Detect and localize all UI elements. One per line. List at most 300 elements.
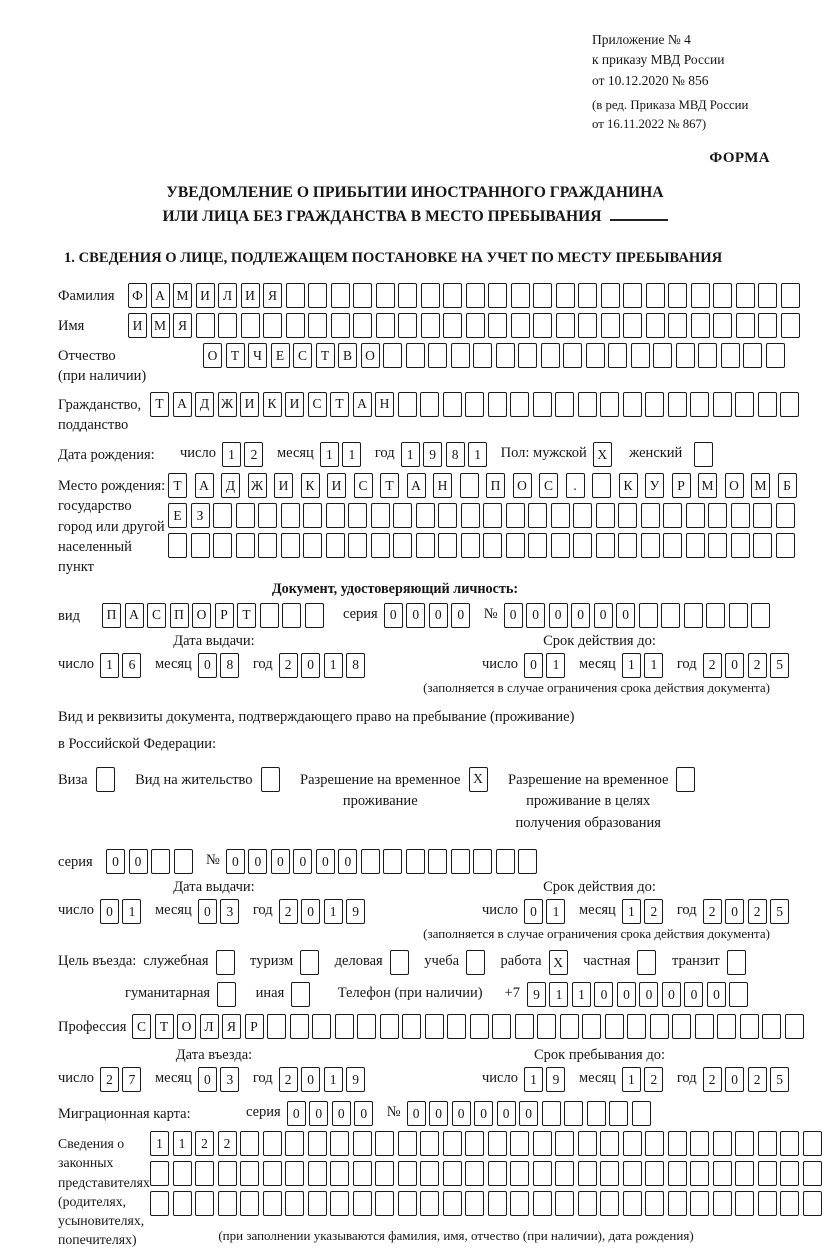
- char-cell[interactable]: [758, 392, 777, 417]
- char-cell[interactable]: 0: [662, 982, 681, 1007]
- char-cell[interactable]: [663, 533, 682, 558]
- char-cell[interactable]: [641, 503, 660, 528]
- char-cell[interactable]: [533, 1191, 552, 1216]
- char-cell[interactable]: 1: [572, 982, 591, 1007]
- char-cell[interactable]: [451, 849, 470, 874]
- char-cell[interactable]: 1: [324, 899, 343, 924]
- char-cell[interactable]: 9: [346, 1067, 365, 1092]
- char-cell[interactable]: Т: [155, 1014, 174, 1039]
- char-cell[interactable]: 0: [429, 603, 448, 628]
- char-cell[interactable]: 0: [293, 849, 312, 874]
- char-cell[interactable]: [713, 1191, 732, 1216]
- char-cell[interactable]: [290, 1014, 309, 1039]
- char-cell[interactable]: 1: [644, 653, 663, 678]
- char-cell[interactable]: [416, 503, 435, 528]
- char-cell[interactable]: 0: [451, 603, 470, 628]
- char-cell[interactable]: 2: [748, 899, 767, 924]
- char-cell[interactable]: [438, 503, 457, 528]
- char-cell[interactable]: X: [593, 442, 612, 467]
- char-cell[interactable]: 2: [748, 1067, 767, 1092]
- char-cell[interactable]: [390, 950, 409, 975]
- char-cell[interactable]: [425, 1014, 444, 1039]
- char-cell[interactable]: [510, 392, 529, 417]
- char-cell[interactable]: [151, 849, 170, 874]
- char-cell[interactable]: [736, 313, 755, 338]
- char-cell[interactable]: 5: [770, 653, 789, 678]
- char-cell[interactable]: [465, 1191, 484, 1216]
- char-cell[interactable]: И: [274, 473, 293, 498]
- char-cell[interactable]: [785, 1014, 804, 1039]
- char-cell[interactable]: [781, 283, 800, 308]
- char-cell[interactable]: [460, 473, 479, 498]
- char-cell[interactable]: [641, 533, 660, 558]
- char-cell[interactable]: [473, 343, 492, 368]
- char-cell[interactable]: [483, 533, 502, 558]
- char-cell[interactable]: [466, 950, 485, 975]
- char-cell[interactable]: [578, 313, 597, 338]
- char-cell[interactable]: [721, 343, 740, 368]
- char-cell[interactable]: [217, 982, 236, 1007]
- char-cell[interactable]: [563, 343, 582, 368]
- char-cell[interactable]: [470, 1014, 489, 1039]
- char-cell[interactable]: [375, 1161, 394, 1186]
- char-cell[interactable]: [758, 1191, 777, 1216]
- char-cell[interactable]: 1: [100, 653, 119, 678]
- char-cell[interactable]: [623, 392, 642, 417]
- char-cell[interactable]: И: [128, 313, 147, 338]
- char-cell[interactable]: 0: [474, 1101, 493, 1126]
- char-cell[interactable]: [560, 1014, 579, 1039]
- char-cell[interactable]: [623, 1191, 642, 1216]
- char-cell[interactable]: [533, 1161, 552, 1186]
- char-cell[interactable]: [646, 283, 665, 308]
- char-cell[interactable]: [438, 533, 457, 558]
- char-cell[interactable]: Д: [195, 392, 214, 417]
- char-cell[interactable]: [285, 1131, 304, 1156]
- char-cell[interactable]: [740, 1014, 759, 1039]
- char-cell[interactable]: 0: [617, 982, 636, 1007]
- char-cell[interactable]: [353, 1161, 372, 1186]
- char-cell[interactable]: [286, 313, 305, 338]
- char-cell[interactable]: [735, 1131, 754, 1156]
- char-cell[interactable]: [600, 392, 619, 417]
- char-cell[interactable]: [618, 533, 637, 558]
- char-cell[interactable]: [258, 533, 277, 558]
- char-cell[interactable]: [312, 1014, 331, 1039]
- char-cell[interactable]: [668, 392, 687, 417]
- char-cell[interactable]: [375, 1131, 394, 1156]
- char-cell[interactable]: [398, 392, 417, 417]
- char-cell[interactable]: [766, 343, 785, 368]
- char-cell[interactable]: 0: [725, 1067, 744, 1092]
- char-cell[interactable]: [263, 1131, 282, 1156]
- char-cell[interactable]: [731, 533, 750, 558]
- char-cell[interactable]: [506, 533, 525, 558]
- char-cell[interactable]: [281, 503, 300, 528]
- char-cell[interactable]: [348, 533, 367, 558]
- char-cell[interactable]: 1: [324, 653, 343, 678]
- char-cell[interactable]: [717, 1014, 736, 1039]
- char-cell[interactable]: 2: [195, 1131, 214, 1156]
- char-cell[interactable]: 6: [122, 653, 141, 678]
- char-cell[interactable]: [420, 1161, 439, 1186]
- char-cell[interactable]: 8: [446, 442, 465, 467]
- char-cell[interactable]: [511, 283, 530, 308]
- char-cell[interactable]: [150, 1161, 169, 1186]
- char-cell[interactable]: [551, 503, 570, 528]
- char-cell[interactable]: [258, 503, 277, 528]
- char-cell[interactable]: [587, 1101, 606, 1126]
- char-cell[interactable]: 5: [770, 899, 789, 924]
- char-cell[interactable]: [637, 950, 656, 975]
- char-cell[interactable]: А: [195, 473, 214, 498]
- char-cell[interactable]: 1: [320, 442, 339, 467]
- char-cell[interactable]: [488, 283, 507, 308]
- char-cell[interactable]: [735, 1191, 754, 1216]
- char-cell[interactable]: Р: [672, 473, 691, 498]
- char-cell[interactable]: 2: [279, 899, 298, 924]
- char-cell[interactable]: X: [549, 950, 568, 975]
- char-cell[interactable]: 1: [150, 1131, 169, 1156]
- char-cell[interactable]: Я: [173, 313, 192, 338]
- char-cell[interactable]: [213, 533, 232, 558]
- char-cell[interactable]: [281, 533, 300, 558]
- char-cell[interactable]: О: [192, 603, 211, 628]
- char-cell[interactable]: И: [240, 392, 259, 417]
- char-cell[interactable]: [488, 313, 507, 338]
- char-cell[interactable]: 7: [122, 1067, 141, 1092]
- char-cell[interactable]: Т: [168, 473, 187, 498]
- char-cell[interactable]: А: [173, 392, 192, 417]
- char-cell[interactable]: [601, 313, 620, 338]
- char-cell[interactable]: 0: [504, 603, 523, 628]
- char-cell[interactable]: [285, 1161, 304, 1186]
- char-cell[interactable]: [451, 343, 470, 368]
- char-cell[interactable]: [236, 533, 255, 558]
- char-cell[interactable]: Б: [778, 473, 797, 498]
- char-cell[interactable]: [443, 283, 462, 308]
- char-cell[interactable]: [326, 503, 345, 528]
- char-cell[interactable]: [623, 313, 642, 338]
- char-cell[interactable]: [780, 1191, 799, 1216]
- char-cell[interactable]: [578, 1131, 597, 1156]
- char-cell[interactable]: 2: [279, 653, 298, 678]
- char-cell[interactable]: [240, 1161, 259, 1186]
- char-cell[interactable]: [465, 392, 484, 417]
- char-cell[interactable]: П: [170, 603, 189, 628]
- char-cell[interactable]: [335, 1014, 354, 1039]
- char-cell[interactable]: [803, 1191, 822, 1216]
- char-cell[interactable]: [466, 313, 485, 338]
- char-cell[interactable]: [443, 392, 462, 417]
- char-cell[interactable]: [510, 1161, 529, 1186]
- char-cell[interactable]: [780, 1131, 799, 1156]
- char-cell[interactable]: [578, 1191, 597, 1216]
- char-cell[interactable]: [695, 1014, 714, 1039]
- char-cell[interactable]: [492, 1014, 511, 1039]
- char-cell[interactable]: 0: [198, 1067, 217, 1092]
- char-cell[interactable]: 0: [198, 899, 217, 924]
- char-cell[interactable]: 2: [703, 653, 722, 678]
- char-cell[interactable]: [645, 1191, 664, 1216]
- char-cell[interactable]: [393, 503, 412, 528]
- char-cell[interactable]: 8: [220, 653, 239, 678]
- char-cell[interactable]: Ж: [248, 473, 267, 498]
- char-cell[interactable]: [803, 1161, 822, 1186]
- char-cell[interactable]: [216, 950, 235, 975]
- char-cell[interactable]: О: [513, 473, 532, 498]
- char-cell[interactable]: [639, 603, 658, 628]
- char-cell[interactable]: [564, 1101, 583, 1126]
- char-cell[interactable]: [518, 849, 537, 874]
- char-cell[interactable]: А: [151, 283, 170, 308]
- char-cell[interactable]: [241, 313, 260, 338]
- char-cell[interactable]: [753, 533, 772, 558]
- char-cell[interactable]: Т: [237, 603, 256, 628]
- char-cell[interactable]: [308, 283, 327, 308]
- char-cell[interactable]: 0: [725, 899, 744, 924]
- char-cell[interactable]: Ж: [218, 392, 237, 417]
- char-cell[interactable]: 5: [770, 1067, 789, 1092]
- char-cell[interactable]: [596, 533, 615, 558]
- char-cell[interactable]: 2: [644, 1067, 663, 1092]
- char-cell[interactable]: [694, 442, 713, 467]
- char-cell[interactable]: [555, 1161, 574, 1186]
- char-cell[interactable]: [511, 313, 530, 338]
- char-cell[interactable]: [348, 503, 367, 528]
- char-cell[interactable]: [601, 283, 620, 308]
- char-cell[interactable]: Т: [316, 343, 335, 368]
- char-cell[interactable]: 0: [271, 849, 290, 874]
- char-cell[interactable]: [573, 533, 592, 558]
- char-cell[interactable]: [556, 313, 575, 338]
- char-cell[interactable]: [551, 533, 570, 558]
- char-cell[interactable]: А: [125, 603, 144, 628]
- char-cell[interactable]: [421, 313, 440, 338]
- char-cell[interactable]: 3: [220, 1067, 239, 1092]
- char-cell[interactable]: [592, 473, 611, 498]
- char-cell[interactable]: Т: [150, 392, 169, 417]
- char-cell[interactable]: [668, 283, 687, 308]
- char-cell[interactable]: [690, 392, 709, 417]
- char-cell[interactable]: Т: [226, 343, 245, 368]
- char-cell[interactable]: [330, 1161, 349, 1186]
- char-cell[interactable]: [361, 849, 380, 874]
- char-cell[interactable]: [753, 503, 772, 528]
- char-cell[interactable]: [661, 603, 680, 628]
- char-cell[interactable]: [578, 1161, 597, 1186]
- char-cell[interactable]: [623, 283, 642, 308]
- char-cell[interactable]: [582, 1014, 601, 1039]
- char-cell[interactable]: [443, 1191, 462, 1216]
- char-cell[interactable]: [308, 313, 327, 338]
- char-cell[interactable]: С: [293, 343, 312, 368]
- char-cell[interactable]: [735, 392, 754, 417]
- char-cell[interactable]: Н: [433, 473, 452, 498]
- char-cell[interactable]: 1: [622, 899, 641, 924]
- char-cell[interactable]: [608, 343, 627, 368]
- char-cell[interactable]: [668, 1191, 687, 1216]
- char-cell[interactable]: [627, 1014, 646, 1039]
- char-cell[interactable]: [488, 392, 507, 417]
- char-cell[interactable]: [218, 1161, 237, 1186]
- char-cell[interactable]: [303, 533, 322, 558]
- char-cell[interactable]: [586, 343, 605, 368]
- char-cell[interactable]: [686, 533, 705, 558]
- char-cell[interactable]: [398, 283, 417, 308]
- char-cell[interactable]: [168, 533, 187, 558]
- char-cell[interactable]: 9: [423, 442, 442, 467]
- char-cell[interactable]: С: [132, 1014, 151, 1039]
- char-cell[interactable]: [331, 283, 350, 308]
- char-cell[interactable]: [729, 603, 748, 628]
- char-cell[interactable]: [731, 503, 750, 528]
- char-cell[interactable]: С: [147, 603, 166, 628]
- char-cell[interactable]: [375, 1191, 394, 1216]
- char-cell[interactable]: [240, 1191, 259, 1216]
- char-cell[interactable]: [261, 767, 280, 792]
- char-cell[interactable]: О: [361, 343, 380, 368]
- char-cell[interactable]: [326, 533, 345, 558]
- char-cell[interactable]: 8: [346, 653, 365, 678]
- char-cell[interactable]: [663, 503, 682, 528]
- char-cell[interactable]: [510, 1191, 529, 1216]
- char-cell[interactable]: [461, 533, 480, 558]
- char-cell[interactable]: [506, 503, 525, 528]
- char-cell[interactable]: [330, 1131, 349, 1156]
- char-cell[interactable]: [488, 1191, 507, 1216]
- char-cell[interactable]: [533, 313, 552, 338]
- char-cell[interactable]: [803, 1131, 822, 1156]
- char-cell[interactable]: А: [353, 392, 372, 417]
- char-cell[interactable]: [735, 1161, 754, 1186]
- char-cell[interactable]: [776, 533, 795, 558]
- char-cell[interactable]: 0: [616, 603, 635, 628]
- char-cell[interactable]: [708, 503, 727, 528]
- char-cell[interactable]: [713, 283, 732, 308]
- char-cell[interactable]: [650, 1014, 669, 1039]
- char-cell[interactable]: 0: [100, 899, 119, 924]
- char-cell[interactable]: [537, 1014, 556, 1039]
- char-cell[interactable]: [600, 1131, 619, 1156]
- char-cell[interactable]: 0: [526, 603, 545, 628]
- char-cell[interactable]: К: [263, 392, 282, 417]
- char-cell[interactable]: [353, 313, 372, 338]
- char-cell[interactable]: 1: [401, 442, 420, 467]
- char-cell[interactable]: [428, 849, 447, 874]
- char-cell[interactable]: [623, 1131, 642, 1156]
- char-cell[interactable]: [668, 1131, 687, 1156]
- char-cell[interactable]: [353, 1131, 372, 1156]
- char-cell[interactable]: [690, 1161, 709, 1186]
- char-cell[interactable]: [698, 343, 717, 368]
- char-cell[interactable]: 1: [549, 982, 568, 1007]
- char-cell[interactable]: 1: [468, 442, 487, 467]
- char-cell[interactable]: [465, 1131, 484, 1156]
- char-cell[interactable]: 0: [301, 653, 320, 678]
- char-cell[interactable]: 0: [226, 849, 245, 874]
- char-cell[interactable]: Т: [330, 392, 349, 417]
- char-cell[interactable]: [466, 283, 485, 308]
- char-cell[interactable]: [758, 313, 777, 338]
- char-cell[interactable]: [555, 1131, 574, 1156]
- char-cell[interactable]: [308, 1161, 327, 1186]
- char-cell[interactable]: [686, 503, 705, 528]
- char-cell[interactable]: Р: [215, 603, 234, 628]
- char-cell[interactable]: К: [619, 473, 638, 498]
- char-cell[interactable]: [282, 603, 301, 628]
- char-cell[interactable]: 0: [129, 849, 148, 874]
- char-cell[interactable]: [653, 343, 672, 368]
- char-cell[interactable]: Н: [375, 392, 394, 417]
- char-cell[interactable]: Д: [221, 473, 240, 498]
- char-cell[interactable]: [300, 950, 319, 975]
- char-cell[interactable]: И: [327, 473, 346, 498]
- char-cell[interactable]: Л: [218, 283, 237, 308]
- char-cell[interactable]: [758, 1161, 777, 1186]
- char-cell[interactable]: [780, 1161, 799, 1186]
- char-cell[interactable]: 0: [354, 1101, 373, 1126]
- char-cell[interactable]: Л: [200, 1014, 219, 1039]
- char-cell[interactable]: [518, 343, 537, 368]
- char-cell[interactable]: 1: [173, 1131, 192, 1156]
- char-cell[interactable]: Т: [380, 473, 399, 498]
- char-cell[interactable]: [713, 392, 732, 417]
- char-cell[interactable]: [623, 1161, 642, 1186]
- char-cell[interactable]: [286, 283, 305, 308]
- char-cell[interactable]: С: [539, 473, 558, 498]
- char-cell[interactable]: [376, 283, 395, 308]
- char-cell[interactable]: [371, 533, 390, 558]
- char-cell[interactable]: С: [354, 473, 373, 498]
- char-cell[interactable]: [398, 1131, 417, 1156]
- char-cell[interactable]: 1: [622, 653, 641, 678]
- char-cell[interactable]: Я: [263, 283, 282, 308]
- char-cell[interactable]: [668, 313, 687, 338]
- char-cell[interactable]: 1: [122, 899, 141, 924]
- char-cell[interactable]: 0: [316, 849, 335, 874]
- char-cell[interactable]: [609, 1101, 628, 1126]
- char-cell[interactable]: [291, 982, 310, 1007]
- char-cell[interactable]: 0: [684, 982, 703, 1007]
- char-cell[interactable]: [330, 1191, 349, 1216]
- char-cell[interactable]: 0: [639, 982, 658, 1007]
- char-cell[interactable]: 0: [429, 1101, 448, 1126]
- char-cell[interactable]: 0: [332, 1101, 351, 1126]
- char-cell[interactable]: [729, 982, 748, 1007]
- char-cell[interactable]: [393, 533, 412, 558]
- char-cell[interactable]: [331, 313, 350, 338]
- char-cell[interactable]: С: [308, 392, 327, 417]
- char-cell[interactable]: [353, 1191, 372, 1216]
- char-cell[interactable]: [173, 1191, 192, 1216]
- char-cell[interactable]: 0: [301, 899, 320, 924]
- char-cell[interactable]: 0: [384, 603, 403, 628]
- char-cell[interactable]: [555, 392, 574, 417]
- char-cell[interactable]: [96, 767, 115, 792]
- char-cell[interactable]: И: [285, 392, 304, 417]
- char-cell[interactable]: [672, 1014, 691, 1039]
- char-cell[interactable]: [706, 603, 725, 628]
- char-cell[interactable]: [533, 283, 552, 308]
- char-cell[interactable]: [781, 313, 800, 338]
- char-cell[interactable]: [600, 1191, 619, 1216]
- char-cell[interactable]: [428, 343, 447, 368]
- char-cell[interactable]: [443, 313, 462, 338]
- char-cell[interactable]: [357, 1014, 376, 1039]
- char-cell[interactable]: [380, 1014, 399, 1039]
- char-cell[interactable]: 1: [222, 442, 241, 467]
